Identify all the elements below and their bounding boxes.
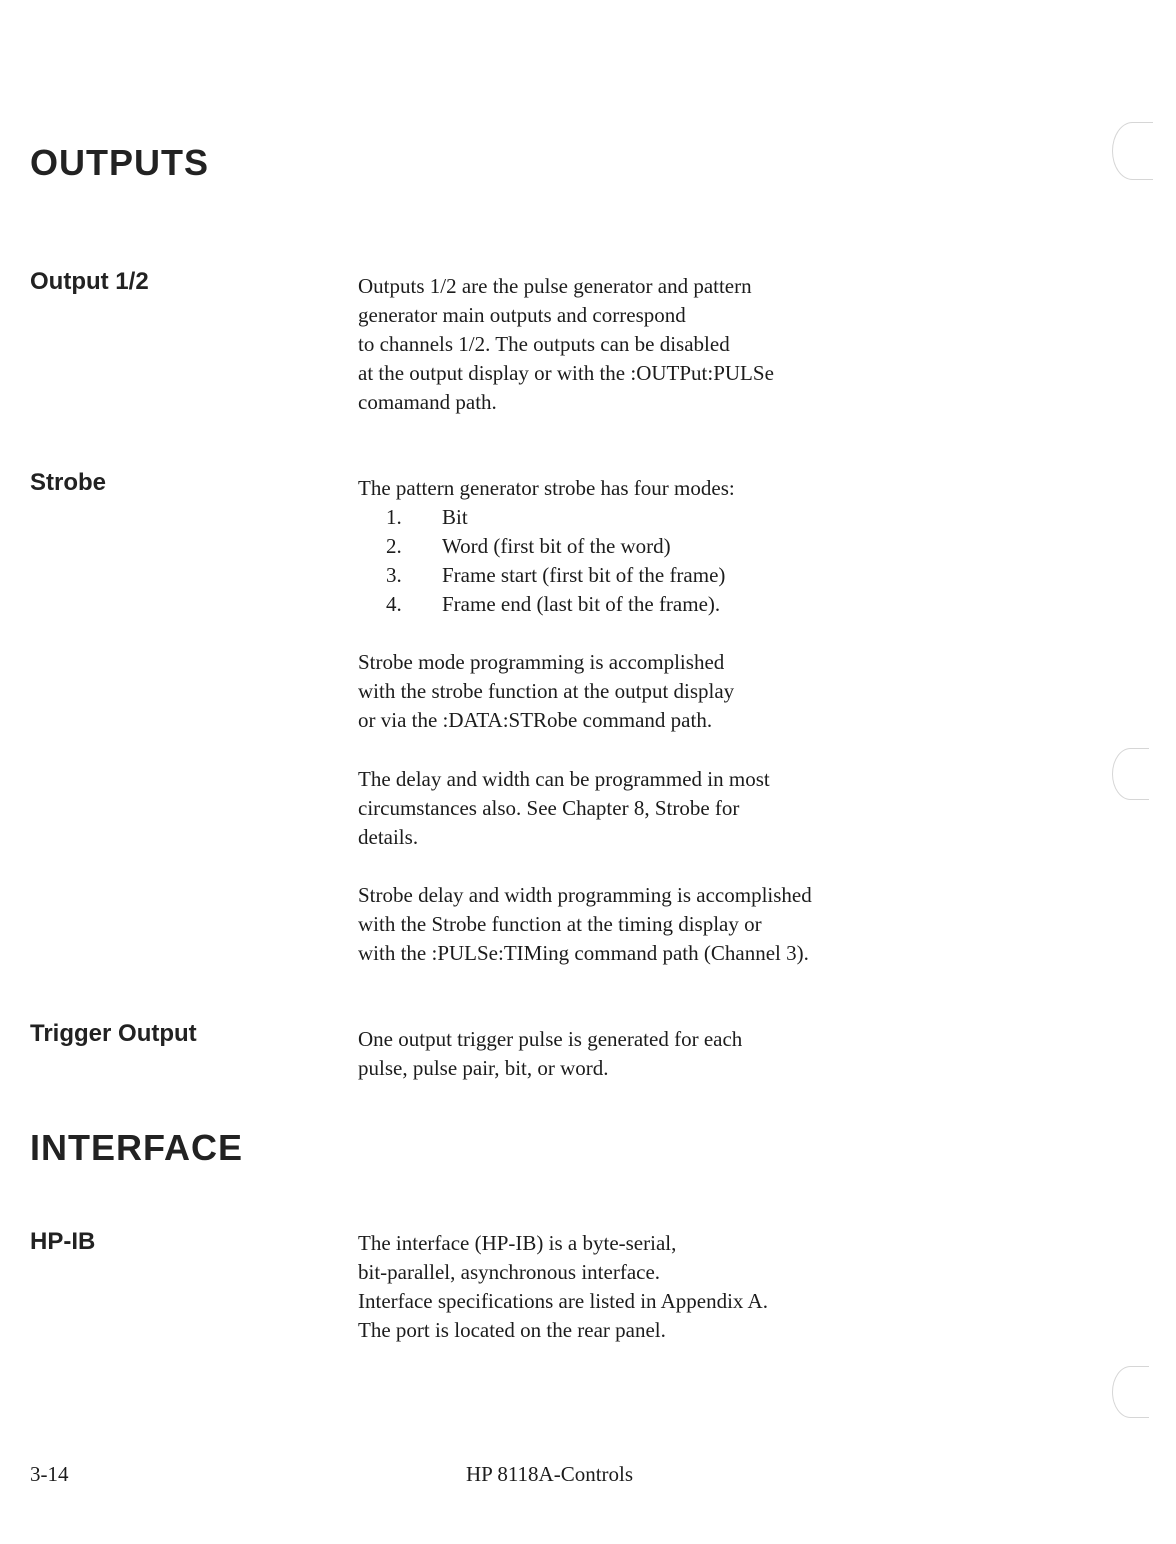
text-line: to channels 1/2. The outputs can be disabled <box>358 332 730 356</box>
text-line: pulse, pulse pair, bit, or word. <box>358 1056 609 1080</box>
list-item <box>358 590 958 619</box>
text-line: with the :PULSe:TIMing command path (Channel 3). <box>358 941 809 965</box>
binder-hole-mark <box>1112 1366 1149 1418</box>
strobe-delay-width-programming <box>358 881 958 968</box>
text-line: or via the :DATA:STRobe command path. <box>358 708 713 732</box>
text-line: circumstances also. See Chapter 8, Strobe for <box>358 796 740 820</box>
list-text: Word (first bit of the word) <box>442 534 671 558</box>
footer-title: HP 8118A-Controls <box>466 1462 634 1486</box>
hp-ib-description <box>358 1229 958 1345</box>
binder-hole-mark <box>1112 122 1153 180</box>
text-line: The delay and width can be programmed in most <box>358 767 770 791</box>
text-line: The interface (HP-IB) is a byte-serial, <box>358 1231 677 1255</box>
text-line: Outputs 1/2 are the pulse generator and pattern <box>358 274 752 298</box>
page-number: 3-14 <box>30 1462 69 1486</box>
text-line: bit-parallel, asynchronous interface. <box>358 1260 661 1284</box>
list-number: 1. <box>386 505 402 529</box>
list-text: Frame end (last bit of the frame). <box>442 592 721 616</box>
list-text: Bit <box>442 505 468 529</box>
list-number: 4. <box>386 592 402 616</box>
text-line: One output trigger pulse is generated for each <box>358 1027 743 1051</box>
list-number: 3. <box>386 563 402 587</box>
list-text: Frame start (first bit of the frame) <box>442 563 726 587</box>
subheading-output-1-2: Output 1/2 <box>30 268 149 295</box>
output-1-2-description <box>358 272 958 417</box>
list-item <box>358 561 958 590</box>
list-item <box>358 503 958 532</box>
text-line: The port is located on the rear panel. <box>358 1318 666 1342</box>
binder-hole-mark <box>1112 748 1149 800</box>
subheading-strobe: Strobe <box>30 469 107 496</box>
text-line: Interface specifications are listed in Appendix A. <box>358 1289 768 1313</box>
subheading-trigger-output: Trigger Output <box>30 1020 197 1047</box>
strobe-mode-programming <box>358 648 958 735</box>
trigger-output-description <box>358 1025 958 1083</box>
list-item <box>358 532 958 561</box>
text-line: generator main outputs and correspond <box>358 303 686 327</box>
text-line: with the Strobe function at the timing display or <box>358 912 762 936</box>
list-number: 2. <box>386 534 402 558</box>
text-line: at the output display or with the :OUTPut:PULSe <box>358 361 774 385</box>
text-line: Strobe delay and width programming is accomplished <box>358 883 812 907</box>
strobe-delay-width-note <box>358 765 958 852</box>
section-heading-outputs: OUTPUTS <box>30 142 210 183</box>
section-heading-interface: INTERFACE <box>30 1127 244 1168</box>
subheading-hp-ib: HP-IB <box>30 1228 96 1255</box>
text-line: details. <box>358 825 419 849</box>
text-line: comamand path. <box>358 390 497 414</box>
strobe-intro: The pattern generator strobe has four modes: <box>358 476 735 500</box>
strobe-description <box>358 474 958 619</box>
strobe-modes-list <box>358 503 958 619</box>
text-line: Strobe mode programming is accomplished <box>358 650 725 674</box>
text-line: with the strobe function at the output display <box>358 679 735 703</box>
